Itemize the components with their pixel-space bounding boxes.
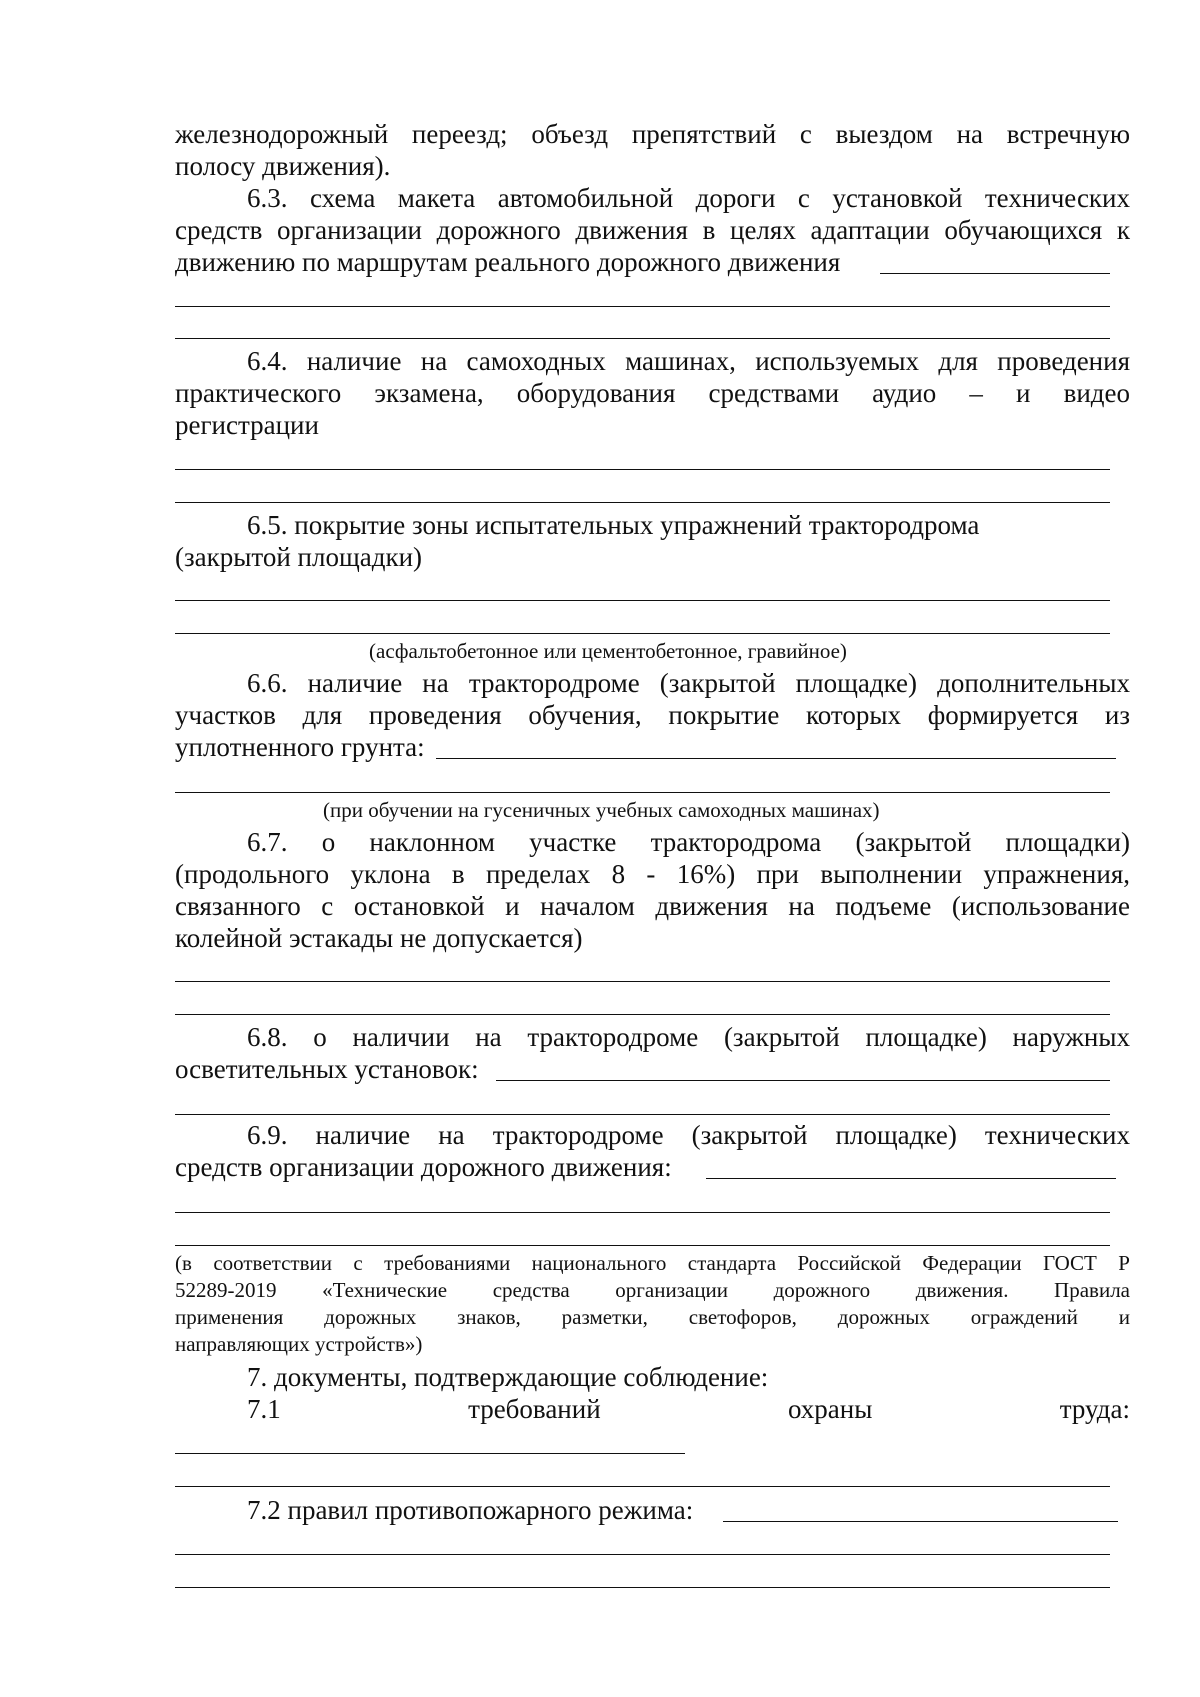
fill-in-line[interactable] bbox=[175, 633, 1110, 634]
fill-in-line[interactable] bbox=[175, 469, 1110, 470]
section-6-8-line: 6.8. о наличии на трактородроме (закрытой площадке) наружных bbox=[247, 1022, 1130, 1052]
note-6-5: (асфальтобетонное или цементобетонное, гравийное) bbox=[369, 639, 847, 663]
fill-in-line[interactable] bbox=[706, 1178, 1116, 1179]
text-line: полосу движения). bbox=[175, 151, 391, 181]
fill-in-line[interactable] bbox=[175, 306, 1110, 307]
fill-in-line[interactable] bbox=[175, 1014, 1110, 1015]
note-6-6: (при обучении на гусеничных учебных самоходных машинах) bbox=[323, 798, 880, 822]
section-6-4-line: регистрации bbox=[175, 410, 319, 440]
section-6-7-line: колейной эстакады не допускается) bbox=[175, 923, 583, 953]
fill-in-line[interactable] bbox=[175, 1453, 685, 1454]
section-6-7-line: связанного с остановкой и началом движения на подъеме (использование bbox=[175, 891, 1130, 921]
note-6-9: 52289-2019 «Технические средства организации дорожного движения. Правила bbox=[175, 1278, 1130, 1302]
section-6-4-line: 6.4. наличие на самоходных машинах, используемых для проведения bbox=[247, 346, 1130, 376]
section-7-heading: 7. документы, подтверждающие соблюдение: bbox=[247, 1362, 769, 1392]
fill-in-line[interactable] bbox=[175, 1587, 1110, 1588]
fill-in-line[interactable] bbox=[175, 792, 1110, 793]
fill-in-line[interactable] bbox=[175, 502, 1110, 503]
section-6-6-line: уплотненного грунта: bbox=[175, 732, 425, 762]
note-6-9: применения дорожных знаков, разметки, светофоров, дорожных ограждений и bbox=[175, 1305, 1130, 1329]
fill-in-line[interactable] bbox=[436, 758, 1116, 759]
note-6-9: (в соответствии с требованиями национального стандарта Российской Федерации ГОСТ Р bbox=[175, 1251, 1130, 1275]
section-6-9-line: средств организации дорожного движения: bbox=[175, 1152, 672, 1182]
fill-in-line[interactable] bbox=[175, 1245, 1110, 1246]
section-6-5-line: (закрытой площадки) bbox=[175, 542, 423, 572]
section-6-6-line: участков для проведения обучения, покрытие которых формируется из bbox=[175, 700, 1130, 730]
section-6-7-line: (продольного уклона в пределах 8 - 16%) при выполнении упражнения, bbox=[175, 859, 1130, 889]
section-6-3-line: 6.3. схема макета автомобильной дороги с установкой технических bbox=[247, 183, 1130, 213]
section-6-6-line: 6.6. наличие на трактородроме (закрытой площадке) дополнительных bbox=[247, 668, 1130, 698]
fill-in-line[interactable] bbox=[723, 1521, 1118, 1522]
section-6-5-line: 6.5. покрытие зоны испытательных упражнений трактородрома bbox=[247, 510, 980, 540]
section-6-8-line: осветительных установок: bbox=[175, 1054, 479, 1084]
fill-in-line[interactable] bbox=[880, 273, 1110, 274]
fill-in-line[interactable] bbox=[496, 1080, 1110, 1081]
fill-in-line[interactable] bbox=[175, 1486, 1110, 1487]
section-6-3-line: движению по маршрутам реального дорожного движения bbox=[175, 247, 841, 277]
note-6-9: направляющих устройств») bbox=[175, 1332, 423, 1356]
section-7-1-line: 7.1 требований охраны труда: bbox=[247, 1394, 1130, 1424]
section-6-7-line: 6.7. о наклонном участке трактородрома (закрытой площадки) bbox=[247, 827, 1130, 857]
fill-in-line[interactable] bbox=[175, 981, 1110, 982]
fill-in-line[interactable] bbox=[175, 1212, 1110, 1213]
fill-in-line[interactable] bbox=[175, 1554, 1110, 1555]
fill-in-line[interactable] bbox=[175, 338, 1110, 339]
fill-in-line[interactable] bbox=[175, 600, 1110, 601]
section-6-4-line: практического экзамена, оборудования средствами аудио – и видео bbox=[175, 378, 1130, 408]
section-6-9-line: 6.9. наличие на трактородроме (закрытой площадке) технических bbox=[247, 1120, 1130, 1150]
section-6-3-line: средств организации дорожного движения в целях адаптации обучающихся к bbox=[175, 215, 1130, 245]
text-line: железнодорожный переезд; объезд препятствий с выездом на встречную bbox=[175, 119, 1130, 149]
fill-in-line[interactable] bbox=[175, 1114, 1110, 1115]
section-7-2-line: 7.2 правил противопожарного режима: bbox=[247, 1495, 694, 1525]
